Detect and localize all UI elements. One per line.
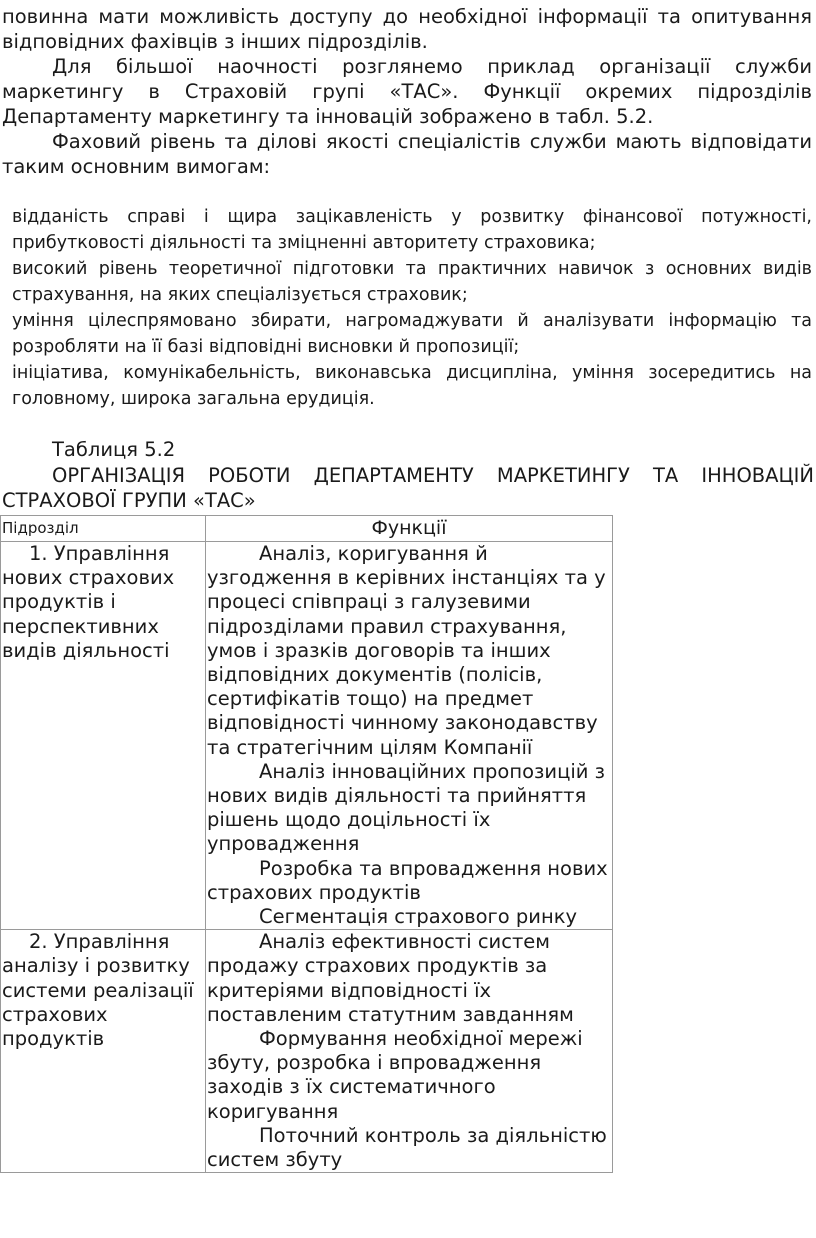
requirement-item: відданість справі і щира зацікавленість у розвитку фінансової потужності, прибутковості діяльності та зміцненні авторитету страховика; — [12, 207, 812, 253]
function-item: Сегментація страхового ринку — [259, 905, 578, 929]
dept-line: нових страхових — [2, 566, 175, 590]
departments-table — [0, 515, 613, 1173]
table-number: Таблиця 5.2 — [52, 438, 176, 461]
dept-line: перспективних — [2, 614, 159, 638]
table-header-row — [1, 516, 613, 542]
dept-line: системи реалізації — [2, 978, 194, 1002]
function-item: Аналіз, коригування й узгодження в керівних інстанціях та у процесі співпраці з галузевими підрозділами правил страхування, умов і зразків договорів та інших відповідних документів (полісів, сертифікатів тощо) на предмет відповідності чинному законодавству та стратегічним цілям Компанії — [207, 542, 606, 759]
header-functions: Функції — [206, 516, 613, 542]
dept-line: видів діяльності — [2, 638, 170, 662]
dept-cell — [1, 542, 206, 930]
header-dept: Підрозділ — [1, 516, 206, 542]
table-row — [1, 930, 613, 1173]
dept-line: страхових — [2, 1002, 108, 1026]
table-row — [1, 542, 613, 930]
dept-line: 1. Управління — [29, 542, 170, 565]
requirement-item: уміння цілеспрямовано збирати, нагромаджувати й аналізувати інформацію та розробляти на її базі відповідні висновки й пропозиції; — [12, 311, 812, 357]
dept-line: продуктів і — [2, 590, 116, 614]
function-item: Поточний контроль за діяльністю систем збуту — [207, 1123, 607, 1172]
requirement-item: ініціатива, комунікабельність, виконавська дисципліна, уміння зосередитись на головному, широка загальна ерудиція. — [12, 363, 812, 409]
requirements-list — [12, 204, 812, 412]
intro-paragraph-3: Фаховий рівень та ділові якості спеціалістів служби мають відповідати таким основним вимогам: — [2, 130, 812, 178]
functions-cell — [206, 930, 613, 1173]
dept-cell — [1, 930, 206, 1173]
requirement-item: високий рівень теоретичної підготовки та практичних навичок з основних видів страхування, на яких спеціалізується страховик; — [12, 259, 812, 305]
dept-line: продуктів — [2, 1027, 105, 1051]
function-item: Розробка та впровадження нових страхових продуктів — [207, 856, 608, 904]
function-item: Аналіз інноваційних пропозицій з нових видів діяльності та прийняття рішень щодо доцільності їх упровадження — [207, 759, 606, 856]
intro-paragraph-1: повинна мати можливість доступу до необхідної інформації та опитування відповідних фахівців з інших підрозділів. — [2, 5, 812, 53]
function-item: Аналіз ефективності систем продажу страхових продуктів за критеріями відповідності їх поставленим статутним завданням — [207, 930, 574, 1026]
dept-line: аналізу і розвитку — [2, 954, 190, 978]
function-item: Формування необхідної мережі збуту, розробка і впровадження заходів з їх систематичного коригування — [207, 1027, 583, 1123]
dept-line: 2. Управління — [29, 930, 170, 954]
intro-paragraph-2: Для більшої наочності розглянемо приклад організації служби маркетингу в Страховій групі «ТАС». Функції окремих підрозділів Департаменту маркетингу та інновацій зображено в табл. 5.2. — [2, 55, 812, 128]
functions-cell — [206, 542, 613, 930]
table-title: ОРГАНІЗАЦІЯ РОБОТИ ДЕПАРТАМЕНТУ МАРКЕТИНГУ ТА ІННОВАЦІЙ СТРАХОВОЇ ГРУПИ «ТАС» — [2, 464, 814, 512]
